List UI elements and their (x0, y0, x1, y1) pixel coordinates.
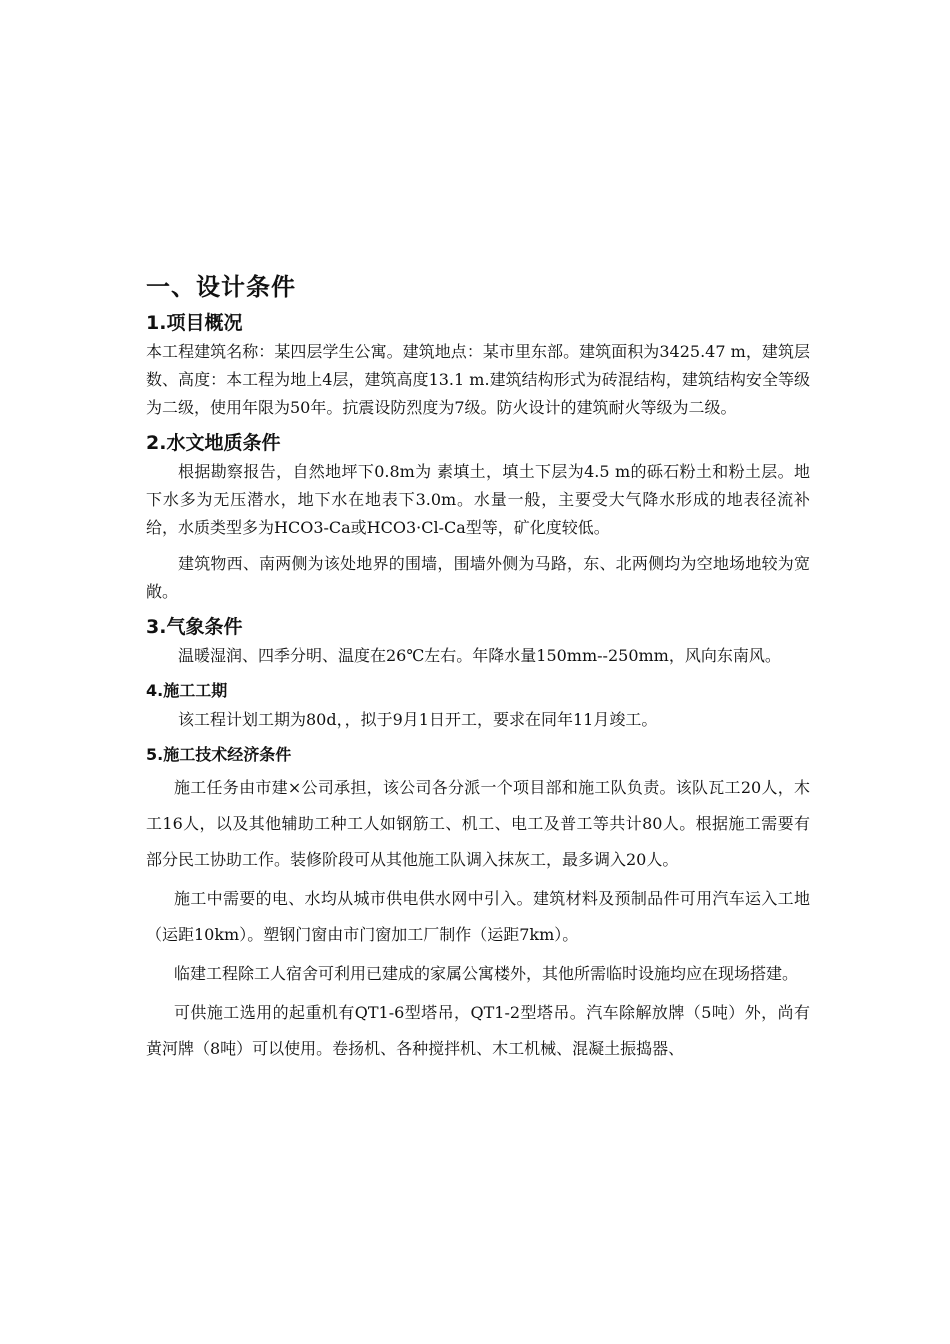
paragraph-hydro-geology-1: 根据勘察报告，自然地坪下0.8m为 素填土，填土下层为4.5 m的砾石粉土和粉土层。地下水多为无压潜水，地下水在地表下3.0m。水量一般，主要受大气降水形成的地表径流补给，水质类型多为HCO3-Ca或HCO3·Cl-Ca型等，矿化度较低。 (146, 462, 810, 537)
paragraph-schedule: 该工程计划工期为80d，，拟于9月1日开工，要求在同年11月竣工。 (178, 710, 658, 729)
heading-project-overview: 1.项目概况 (146, 312, 243, 334)
paragraph-climate: 温暖湿润、四季分明、温度在26℃左右。年降水量150mm--250mm，风向东南风。 (178, 646, 781, 665)
paragraph-tech-economic-2: 施工中需要的电、水均从城市供电供水网中引入。建筑材料及预制品件可用汽车运入工地（运距10km）。塑钢门窗由市门窗加工厂制作（运距7km）。 (146, 889, 810, 944)
heading-hydro-geology: 2.水文地质条件 (146, 432, 281, 454)
heading-tech-economic: 5.施工技术经济条件 (146, 745, 292, 764)
paragraph-tech-economic-1: 施工任务由市建×公司承担，该公司各分派一个项目部和施工队负责。该队瓦工20人，木工16人，以及其他辅助工种工人如钢筋工、机工、电工及普工等共计80人。根据施工需要有部分民工协助工作。装修阶段可从其他施工队调入抹灰工，最多调入20人。 (146, 778, 810, 869)
paragraph-hydro-geology-2: 建筑物西、南两侧为该处地界的围墙，围墙外侧为马路，东、北两侧均为空地场地较为宽敞。 (146, 554, 810, 601)
heading-climate: 3.气象条件 (146, 616, 243, 638)
paragraph-project-overview: 本工程建筑名称：某四层学生公寓。建筑地点：某市里东部。建筑面积为3425.47 m，建筑层数、高度：本工程为地上4层，建筑高度13.1 m.建筑结构形式为砖混结构，建筑结构安全等级为二级，使用年限为50年。抗震设防烈度为7级。防火设计的建筑耐火等级为二级。 (146, 342, 810, 417)
heading-schedule: 4.施工工期 (146, 681, 228, 700)
document-page (146, 270, 810, 1070)
paragraph-tech-economic-4: 可供施工选用的起重机有QT1-6型塔吊，QT1-2型塔吊。汽车除解放牌（5吨）外，尚有黄河牌（8吨）可以使用。卷扬机、各种搅拌机、木工机械、混凝土振捣器、 (146, 1003, 810, 1058)
section-title: 一、设计条件 (146, 273, 296, 301)
paragraph-tech-economic-3: 临建工程除工人宿舍可利用已建成的家属公寓楼外，其他所需临时设施均应在现场搭建。 (174, 964, 799, 983)
